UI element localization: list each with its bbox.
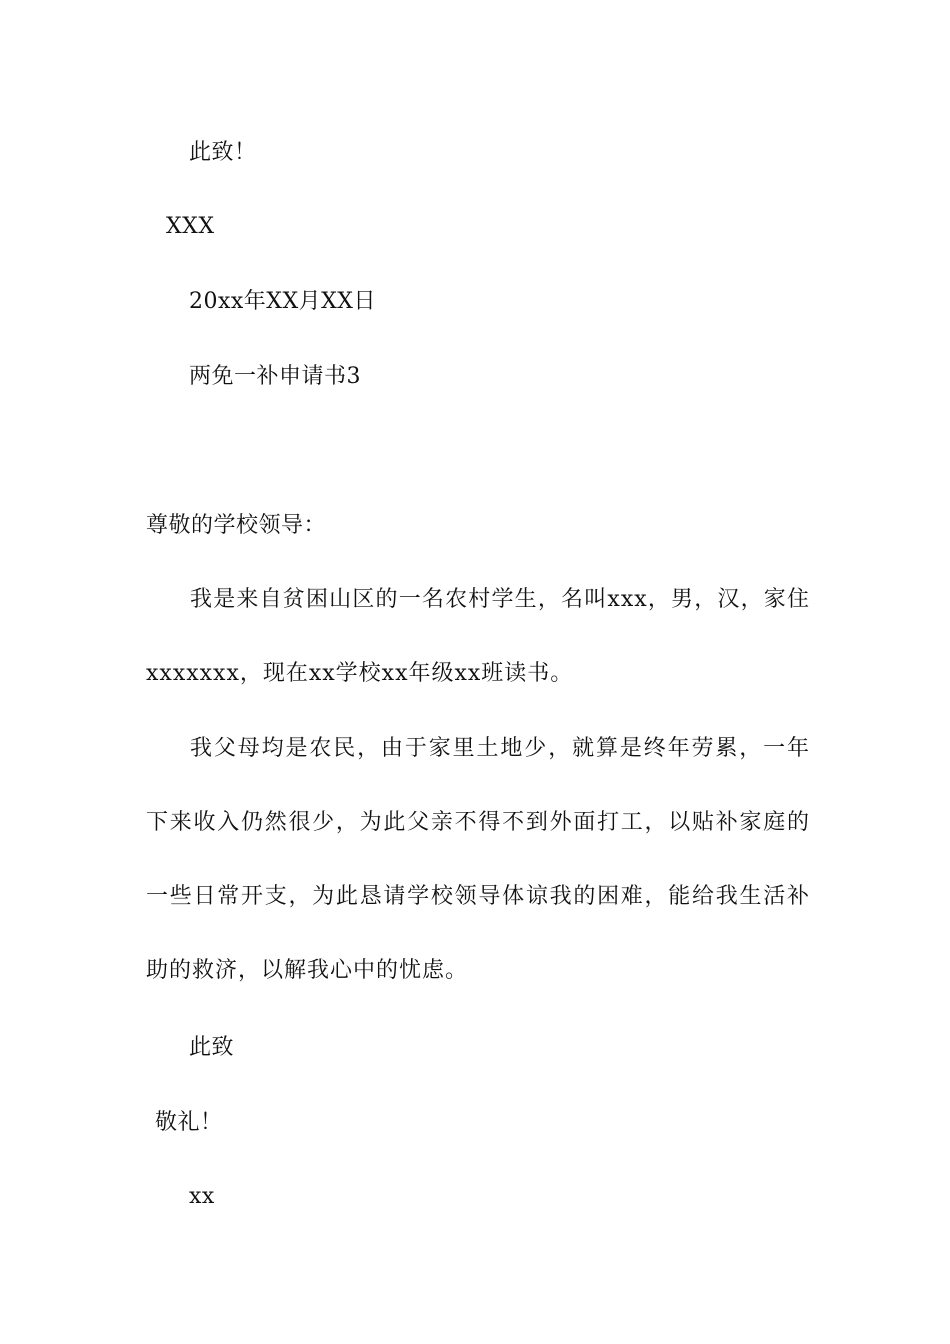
body-paragraph-1: 我是来自贫困山区的一名农村学生，名叫xxx，男，汉，家住xxxxxxx，现在xx学校xx年级xx班读书。 bbox=[146, 587, 810, 686]
signer-name-previous: XXX bbox=[166, 214, 215, 239]
date-line-previous: 20xx年XX月XX日 bbox=[189, 289, 376, 314]
body-paragraph-2: 我父母均是农民，由于家里土地少，就算是终年劳累，一年下来收入仍然很少，为此父亲不得不到外面打工，以贴补家庭的一些日常开支，为此恳请学校领导体谅我的困难，能给我生活补助的救济，以解我心中的忧虑。 bbox=[146, 736, 810, 983]
closing-line-1: 此致 bbox=[189, 1035, 235, 1060]
closing-salutation-previous: 此致！ bbox=[189, 140, 257, 165]
signer-name: xx bbox=[189, 1184, 215, 1209]
closing-line-2: 敬礼！ bbox=[155, 1110, 223, 1135]
document-title: 两免一补申请书3 bbox=[189, 364, 361, 389]
greeting: 尊敬的学校领导： bbox=[146, 513, 327, 538]
